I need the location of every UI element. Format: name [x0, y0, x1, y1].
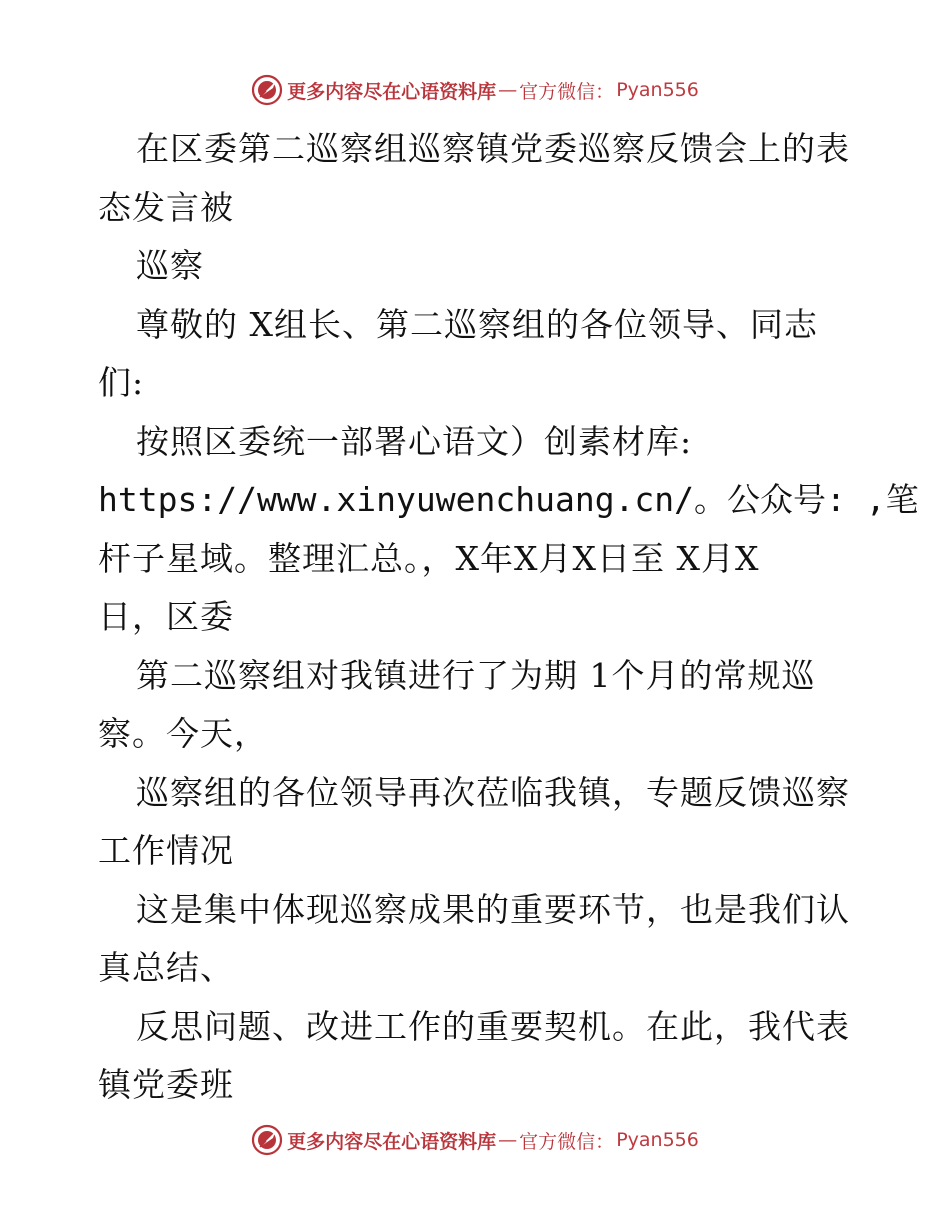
banner-official-label: 官方微信： [519, 1130, 615, 1153]
banner-official-label: 官方微信： [519, 80, 615, 103]
text-line: 第二巡察组对我镇进行了为期 1个月的常规巡 [136, 655, 816, 695]
banner-dash: — [498, 1129, 518, 1151]
banner-wechat-id: Pyan556 [616, 79, 699, 101]
footer-watermark-banner [0, 1122, 950, 1158]
title-line-2: 态发言被 [98, 187, 234, 227]
document-body [98, 120, 919, 1115]
salutation-line-2: 们: [98, 363, 145, 402]
text-line: 杆子星域。整理汇总。，X年X月X日至 X月X [98, 538, 760, 578]
url-line: https://www.xinyuwenchuang.cn/。公众号: ,笔 [98, 480, 919, 519]
banner-brand-text: 更多内容尽在心语资料库 [287, 1130, 497, 1153]
banner-dash: — [498, 79, 518, 101]
text-line: 按照区委统一部署心语文）创素材库: [136, 421, 693, 461]
text-line: 巡察组的各位领导再次莅临我镇，专题反馈巡察 [136, 772, 850, 812]
text-line: 镇党委班 [98, 1065, 234, 1104]
header-watermark-banner [0, 72, 950, 108]
banner-wechat-id: Pyan556 [616, 1129, 699, 1151]
text-line: 反思问题、改进工作的重要契机。在此，我代表 [136, 1006, 850, 1046]
salutation-line-1: 尊敬的 X组长、第二巡察组的各位领导、同志 [136, 304, 818, 344]
text-line: 工作情况 [98, 831, 234, 870]
text-line: 日，区委 [98, 597, 234, 636]
quill-pen-logo-icon [251, 1124, 283, 1156]
text-line: 真总结、 [98, 948, 234, 987]
text-line: 巡察 [136, 246, 204, 285]
title-line-1: 在区委第二巡察组巡察镇党委巡察反馈会上的表 [136, 129, 850, 168]
quill-pen-logo-icon [251, 74, 283, 106]
banner-brand-text: 更多内容尽在心语资料库 [287, 80, 497, 103]
text-line: 察。今天， [98, 714, 268, 753]
text-line: 这是集中体现巡察成果的重要环节，也是我们认 [136, 889, 850, 929]
